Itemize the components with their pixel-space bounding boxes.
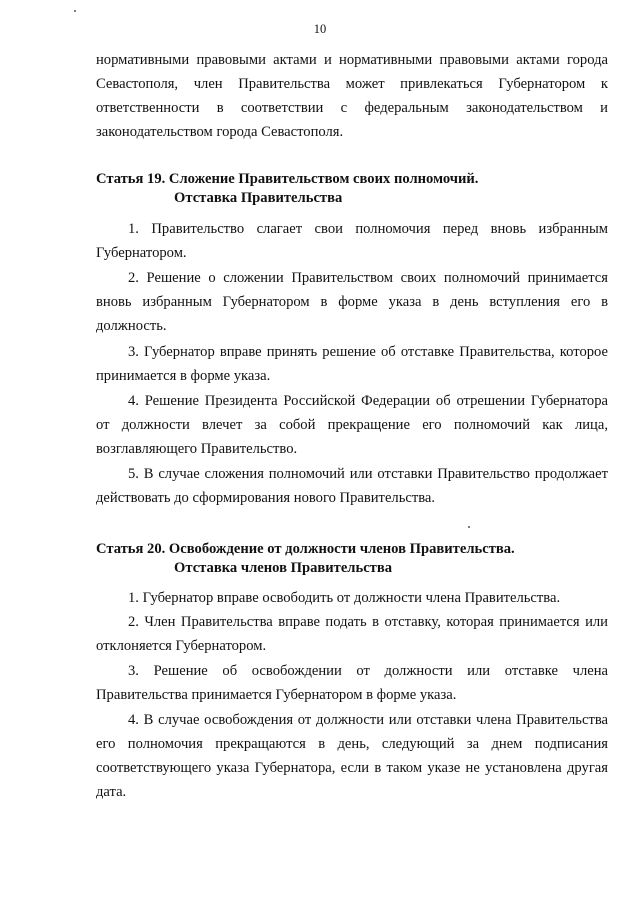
article-20-body-1 bbox=[96, 586, 608, 610]
intro-paragraph: нормативными правовыми актами и нормативными правовыми актами города Севастополя, член Правительства может привлекаться Губернатором к ответственности в соответствии с федеральным законодательством и законодательством города Севастополя. bbox=[96, 52, 608, 140]
article-19-title-line1: Статья 19. Сложение Правительством своих полномочий. bbox=[96, 171, 479, 187]
article-19-body-2 bbox=[96, 266, 608, 338]
article-19-body-5 bbox=[96, 462, 608, 510]
article-20-body-3 bbox=[96, 659, 608, 707]
article-20-paragraph-3: 3. Решение об освобождении от должности или отставке члена Правительства принимается Губернатором в форме указа. bbox=[96, 663, 608, 703]
article-19-body bbox=[96, 217, 608, 265]
page-number: 10 bbox=[313, 22, 327, 36]
article-20-title-line2: Отставка членов Правительства bbox=[174, 560, 393, 576]
article-20-paragraph-4: 4. В случае освобождения от должности или отставки члена Правительства его полномочия прекращаются в день, следующий за днем подписания соответствующего указа Губернатора, если в таком указе не установлена другая дата. bbox=[96, 712, 608, 800]
article-19-body-4 bbox=[96, 389, 608, 461]
article-20-paragraph-1: 1. Губернатор вправе освободить от должности члена Правительства. bbox=[128, 590, 561, 606]
article-19-heading bbox=[96, 170, 608, 208]
article-20-paragraph-2: 2. Член Правительства вправе подать в отставку, которая принимается или отклоняется Губернатором. bbox=[96, 614, 608, 654]
article-19-paragraph-5: 5. В случае сложения полномочий или отставки Правительство продолжает действовать до сформирования нового Правительства. bbox=[96, 466, 608, 506]
article-19-body-3 bbox=[96, 340, 608, 388]
article-19-paragraph-2: 2. Решение о сложении Правительством своих полномочий принимается вновь избранным Губернатором в форме указа в день вступления его в должность. bbox=[96, 270, 608, 334]
article-20-title bbox=[96, 540, 608, 578]
article-19-title bbox=[96, 170, 608, 208]
article-20-heading bbox=[96, 540, 608, 578]
article-20-body-4 bbox=[96, 708, 608, 804]
scan-speck bbox=[74, 10, 76, 12]
article-20-title-line1: Статья 20. Освобождение от должности членов Правительства. bbox=[96, 541, 515, 557]
scan-speck bbox=[468, 526, 470, 528]
article-19-paragraph-3: 3. Губернатор вправе принять решение об отставке Правительства, которое принимается в форме указа. bbox=[96, 344, 608, 384]
article-20-body-2 bbox=[96, 610, 608, 658]
article-19-paragraph-1: 1. Правительство слагает свои полномочия перед вновь избранным Губернатором. bbox=[96, 221, 608, 261]
article-19-paragraph-4: 4. Решение Президента Российской Федерации об отрешении Губернатора от должности влечет за собой прекращение его полномочий как лица, возглавляющего Правительство. bbox=[96, 393, 608, 457]
article-19-title-line2: Отставка Правительства bbox=[174, 190, 343, 206]
intro-section bbox=[96, 48, 608, 144]
